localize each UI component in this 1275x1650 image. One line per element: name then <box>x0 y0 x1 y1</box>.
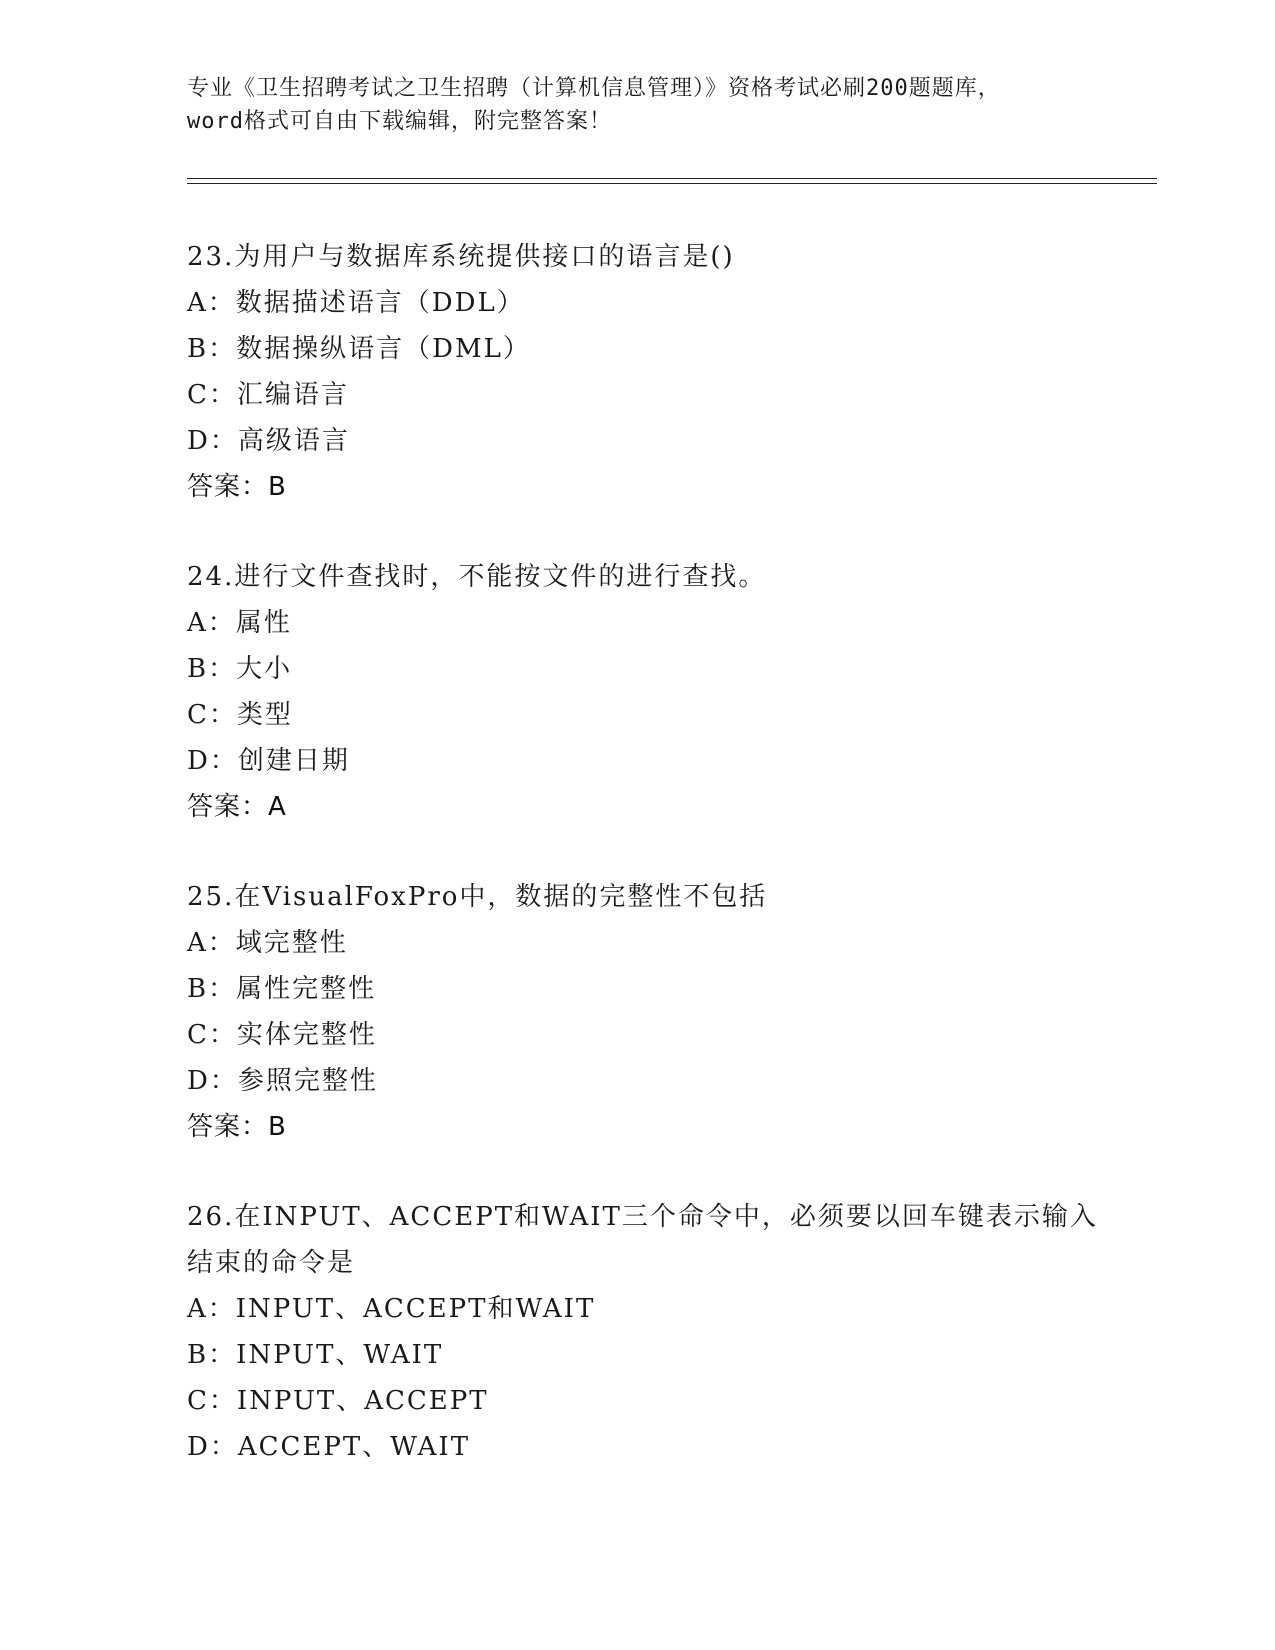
option-c: C：INPUT、ACCEPT <box>187 1386 489 1416</box>
option-d: D：参照完整性 <box>187 1066 378 1096</box>
question-text <box>187 234 1087 280</box>
header-divider-top <box>187 178 1157 179</box>
question-text-line: 23.为用户与数据库系统提供接口的语言是() <box>187 242 735 272</box>
option-b: B：INPUT、WAIT <box>187 1340 444 1370</box>
question-text-line: 结束的命令是 <box>187 1248 356 1278</box>
question-26 <box>187 1194 1098 1470</box>
question-text <box>187 554 1087 600</box>
option-c: C：汇编语言 <box>187 380 349 410</box>
option-c: C：实体完整性 <box>187 1020 377 1050</box>
option-b: B：属性完整性 <box>187 974 377 1004</box>
option-d: D：创建日期 <box>187 746 350 776</box>
header-divider-bottom <box>187 183 1157 184</box>
document-header <box>187 72 1087 138</box>
option-c: C：类型 <box>187 700 293 730</box>
option-d: D：ACCEPT、WAIT <box>187 1432 471 1462</box>
question-text-line: 25.在VisualFoxPro中，数据的完整性不包括 <box>187 882 768 912</box>
question-text <box>187 1194 1098 1286</box>
option-a: A：INPUT、ACCEPT和WAIT <box>187 1294 596 1324</box>
option-a: A：属性 <box>187 608 292 638</box>
header-line-2: word格式可自由下载编辑，附完整答案！ <box>187 109 612 134</box>
question-23 <box>187 234 1087 510</box>
question-24 <box>187 554 1087 830</box>
answer-line: 答案：A <box>187 792 287 822</box>
option-b: B：数据操纵语言（DML） <box>187 334 531 364</box>
question-text-line: 26.在INPUT、ACCEPT和WAIT三个命令中，必须要以回车键表示输入 <box>187 1202 1098 1232</box>
header-line-1: 专业《卫生招聘考试之卫生招聘（计算机信息管理）》资格考试必刷200题题库， <box>187 76 1001 101</box>
option-a: A：域完整性 <box>187 928 348 958</box>
question-text <box>187 874 1087 920</box>
option-a: A：数据描述语言（DDL） <box>187 288 525 318</box>
option-b: B：大小 <box>187 654 293 684</box>
answer-line: 答案：B <box>187 472 287 502</box>
question-text-line: 24.进行文件查找时，不能按文件的进行查找。 <box>187 562 767 592</box>
answer-line: 答案：B <box>187 1112 287 1142</box>
question-25 <box>187 874 1087 1150</box>
option-d: D：高级语言 <box>187 426 350 456</box>
